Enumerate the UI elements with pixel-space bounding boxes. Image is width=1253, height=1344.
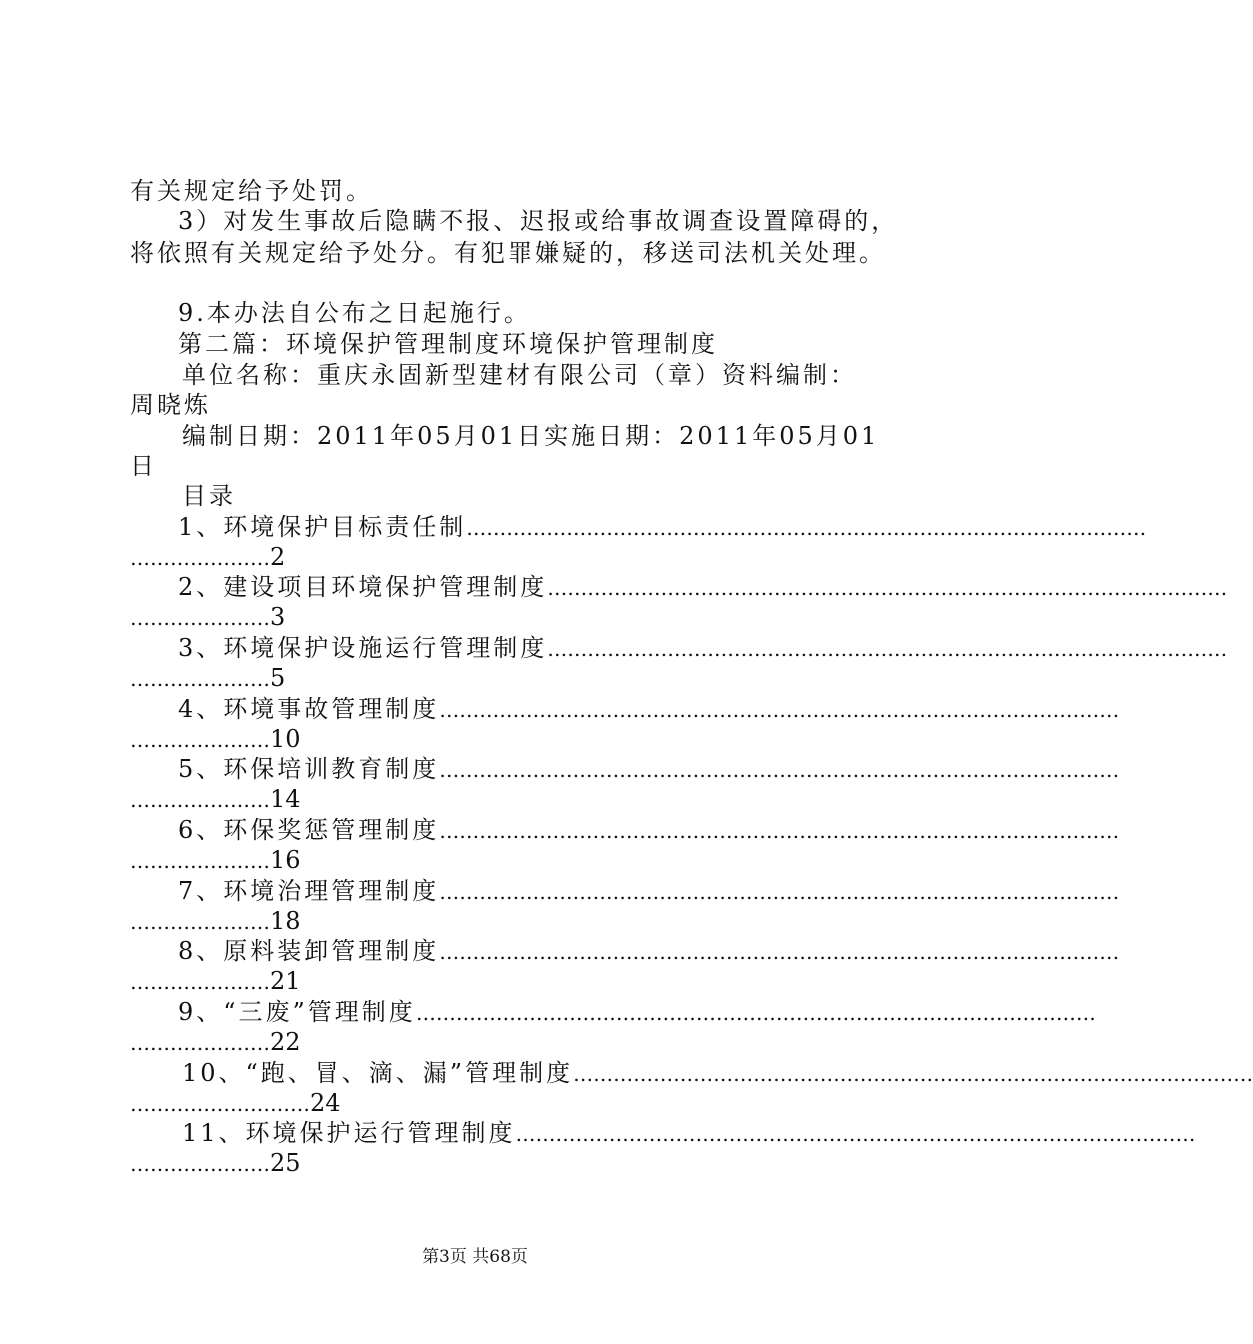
toc-leader-dots: …………………………………………………………………………………………	[439, 698, 1120, 722]
toc-leader-dots: …………………	[130, 910, 270, 934]
unit-name-line: 单位名称：重庆永固新型建材有限公司（章）资料编制：	[182, 361, 857, 389]
toc-page-number: 22	[270, 1028, 301, 1056]
toc-entry-title: 11、环境保护运行管理制度	[182, 1119, 516, 1147]
toc-page-number: 21	[270, 967, 301, 995]
toc-entry[interactable]	[178, 754, 1120, 785]
toc-entry-continuation	[130, 542, 830, 573]
toc-entry[interactable]	[182, 1118, 1196, 1149]
toc-page-number: 18	[270, 907, 301, 935]
toc-page-number: 25	[270, 1149, 301, 1177]
toc-entry[interactable]	[182, 1058, 1253, 1089]
paragraph-line: 有关规定给予处罚。	[130, 177, 373, 205]
toc-leader-dots: ………………………	[130, 1092, 310, 1116]
toc-entry-title: 7、环境治理管理制度	[178, 877, 440, 905]
toc-page-number: 2	[270, 543, 286, 571]
toc-leader-dots: …………………………………………………………………………………………	[515, 1122, 1196, 1146]
toc-entry[interactable]	[178, 936, 1120, 967]
toc-leader-dots: …………………………………………………………………………………………	[439, 819, 1120, 843]
toc-entry[interactable]	[178, 633, 1228, 664]
toc-entry-title: 10、“跑、冒、滴、漏”管理制度	[182, 1059, 574, 1087]
toc-page-number: 3	[270, 603, 286, 631]
toc-entry[interactable]	[178, 572, 1228, 603]
toc-leader-dots: …………………………………………………………………………………………	[573, 1062, 1253, 1086]
toc-entry-continuation	[130, 1148, 830, 1179]
toc-entry-continuation	[130, 1088, 830, 1119]
toc-page-number: 14	[270, 785, 301, 813]
toc-page-number: 10	[270, 725, 301, 753]
paragraph-line: 9.本办法自公布之日起施行。	[178, 299, 531, 327]
toc-entry-continuation	[130, 966, 830, 997]
toc-leader-dots: …………………	[130, 606, 270, 630]
toc-leader-dots: …………………	[130, 849, 270, 873]
toc-entry-title: 1、环境保护目标责任制	[178, 513, 467, 541]
toc-page-number: 24	[310, 1089, 341, 1117]
toc-entry-continuation	[130, 784, 830, 815]
paragraph-line: 将依照有关规定给予处分。有犯罪嫌疑的，移送司法机关处理。	[130, 239, 886, 267]
date-line: 日	[130, 452, 157, 480]
date-line: 编制日期：2011年05月01日实施日期：2011年05月01	[182, 422, 880, 450]
toc-page-number: 16	[270, 846, 301, 874]
toc-entry[interactable]	[178, 694, 1120, 725]
toc-leader-dots: …………………	[130, 1152, 270, 1176]
toc-entry-continuation	[130, 724, 830, 755]
toc-entry-continuation	[130, 906, 830, 937]
toc-leader-dots: …………………………………………………………………………………………	[466, 516, 1147, 540]
toc-page-number: 5	[270, 664, 286, 692]
toc-entry-title: 8、原料装卸管理制度	[178, 937, 440, 965]
toc-entry-title: 5、环保培训教育制度	[178, 755, 440, 783]
toc-entry-continuation	[130, 663, 830, 694]
toc-leader-dots: …………………	[130, 1031, 270, 1055]
toc-entry[interactable]	[178, 876, 1120, 907]
toc-entry-continuation	[130, 1027, 830, 1058]
toc-leader-dots: …………………………………………………………………………………………	[547, 637, 1228, 661]
toc-entry-title: 3、环境保护设施运行管理制度	[178, 634, 548, 662]
toc-leader-dots: …………………………………………………………………………………………	[439, 880, 1120, 904]
toc-leader-dots: …………………………………………………………………………………………	[439, 940, 1120, 964]
toc-entry-title: 4、环境事故管理制度	[178, 695, 440, 723]
toc-leader-dots: …………………	[130, 970, 270, 994]
author-line: 周晓炼	[130, 391, 211, 419]
section-title: 第二篇：环境保护管理制度环境保护管理制度	[178, 330, 718, 358]
paragraph-line: 3）对发生事故后隐瞒不报、迟报或给事故调查设置障碍的，	[178, 207, 899, 235]
toc-entry[interactable]	[178, 512, 1147, 543]
toc-leader-dots: …………………………………………………………………………………………	[415, 1001, 1096, 1025]
toc-entry-continuation	[130, 602, 830, 633]
toc-heading: 目录	[182, 482, 236, 510]
toc-entry-title: 9、“三废”管理制度	[178, 998, 416, 1026]
toc-leader-dots: …………………	[130, 667, 270, 691]
toc-leader-dots: …………………	[130, 788, 270, 812]
toc-entry[interactable]	[178, 997, 1096, 1028]
toc-entry[interactable]	[178, 815, 1120, 846]
toc-leader-dots: …………………………………………………………………………………………	[439, 758, 1120, 782]
toc-entry-continuation	[130, 845, 830, 876]
toc-entry-title: 2、建设项目环境保护管理制度	[178, 573, 548, 601]
toc-leader-dots: …………………	[130, 728, 270, 752]
toc-leader-dots: …………………………………………………………………………………………	[547, 576, 1228, 600]
toc-leader-dots: …………………	[130, 546, 270, 570]
page-footer: 第3页 共68页	[422, 1247, 528, 1267]
toc-entry-title: 6、环保奖惩管理制度	[178, 816, 440, 844]
